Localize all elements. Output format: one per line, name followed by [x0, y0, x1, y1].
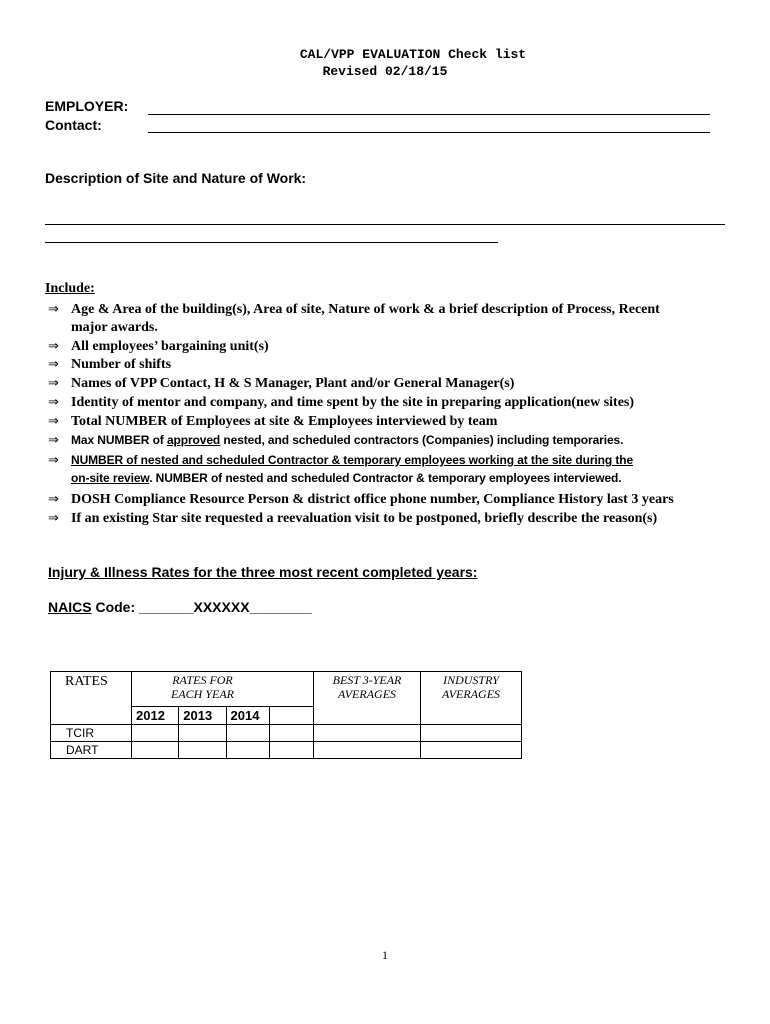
include-heading: Include: [45, 281, 95, 296]
list-item: major awards. [71, 320, 158, 335]
arrow-icon: ⇒ [48, 511, 59, 526]
rate-input-cell[interactable] [314, 725, 421, 742]
year-cell: 2012 [132, 707, 179, 725]
list-item: on-site review. NUMBER of nested and scheduled Contractor & temporary employees interviewed. [71, 471, 622, 485]
rate-input-cell[interactable] [132, 742, 179, 759]
contact-field[interactable] [148, 132, 710, 133]
contact-label: Contact: [45, 117, 102, 133]
list-item: ⇒ Names of VPP Contact, H & S Manager, Plant and/or General Manager(s) [48, 376, 515, 391]
rate-input-cell[interactable] [314, 742, 421, 759]
table-row: TCIR [51, 725, 522, 742]
arrow-icon: ⇒ [48, 357, 59, 372]
rate-input-cell[interactable] [226, 742, 269, 759]
page-number: 1 [382, 948, 388, 962]
rate-input-cell[interactable] [421, 725, 522, 742]
arrow-icon: ⇒ [48, 414, 59, 429]
arrow-icon: ⇒ [48, 339, 59, 354]
arrow-icon: ⇒ [48, 395, 59, 410]
list-item: ⇒ NUMBER of nested and scheduled Contractor & temporary employees working at the site during the [48, 453, 634, 468]
list-item: ⇒ Number of shifts [48, 357, 172, 372]
description-line-2[interactable] [45, 242, 498, 243]
rate-input-cell[interactable] [132, 725, 179, 742]
rate-input-cell[interactable] [179, 725, 226, 742]
description-label: Description of Site and Nature of Work: [45, 170, 307, 186]
description-line-1[interactable] [45, 224, 725, 225]
list-item: ⇒ Age & Area of the building(s), Area of site, Nature of work & a brief description of Process, Recent [48, 302, 660, 317]
arrow-icon: ⇒ [48, 453, 59, 468]
revision-date: Revised 02/18/15 [322, 64, 448, 79]
year-cell: 2014 [226, 707, 269, 725]
rate-input-cell[interactable] [179, 742, 226, 759]
list-item: ⇒ DOSH Compliance Resource Person & district office phone number, Compliance History last 3 years [48, 492, 674, 507]
rates-each-year-header: RATES FOR EACH YEAR [171, 673, 234, 701]
table-row: DART [51, 742, 522, 759]
year-cell: 2013 [179, 707, 226, 725]
rates-heading: Injury & Illness Rates for the three most recent completed years: [48, 564, 478, 580]
rates-table [50, 671, 522, 759]
arrow-icon: ⇒ [48, 302, 59, 317]
list-item: ⇒ All employees’ bargaining unit(s) [48, 339, 269, 354]
employer-field[interactable] [148, 114, 710, 115]
rate-input-cell[interactable] [421, 742, 522, 759]
rate-input-cell[interactable] [269, 742, 313, 759]
best-3-year-header: BEST 3-YEAR AVERAGES [332, 673, 402, 701]
list-item: ⇒ Identity of mentor and company, and time spent by the site in preparing application(new sites) [48, 395, 635, 410]
rates-header: RATES [65, 674, 108, 689]
industry-averages-header: INDUSTRY AVERAGES [441, 673, 501, 701]
rate-input-cell[interactable] [269, 725, 313, 742]
naics-code: NAICS Code: _______XXXXXX________ [48, 599, 312, 615]
arrow-icon: ⇒ [48, 492, 59, 507]
list-item: ⇒ Max NUMBER of approved nested, and scheduled contractors (Companies) including temporaries. [48, 433, 624, 448]
arrow-icon: ⇒ [48, 376, 59, 391]
list-item: ⇒ If an existing Star site requested a reevaluation visit to be postponed, briefly describe the reason(s) [48, 511, 658, 526]
document-title: CAL/VPP EVALUATION Check list [299, 47, 527, 62]
employer-label: EMPLOYER: [45, 98, 129, 114]
rate-input-cell[interactable] [226, 725, 269, 742]
list-item: ⇒ Total NUMBER of Employees at site & Employees interviewed by team [48, 414, 498, 429]
arrow-icon: ⇒ [48, 433, 59, 448]
